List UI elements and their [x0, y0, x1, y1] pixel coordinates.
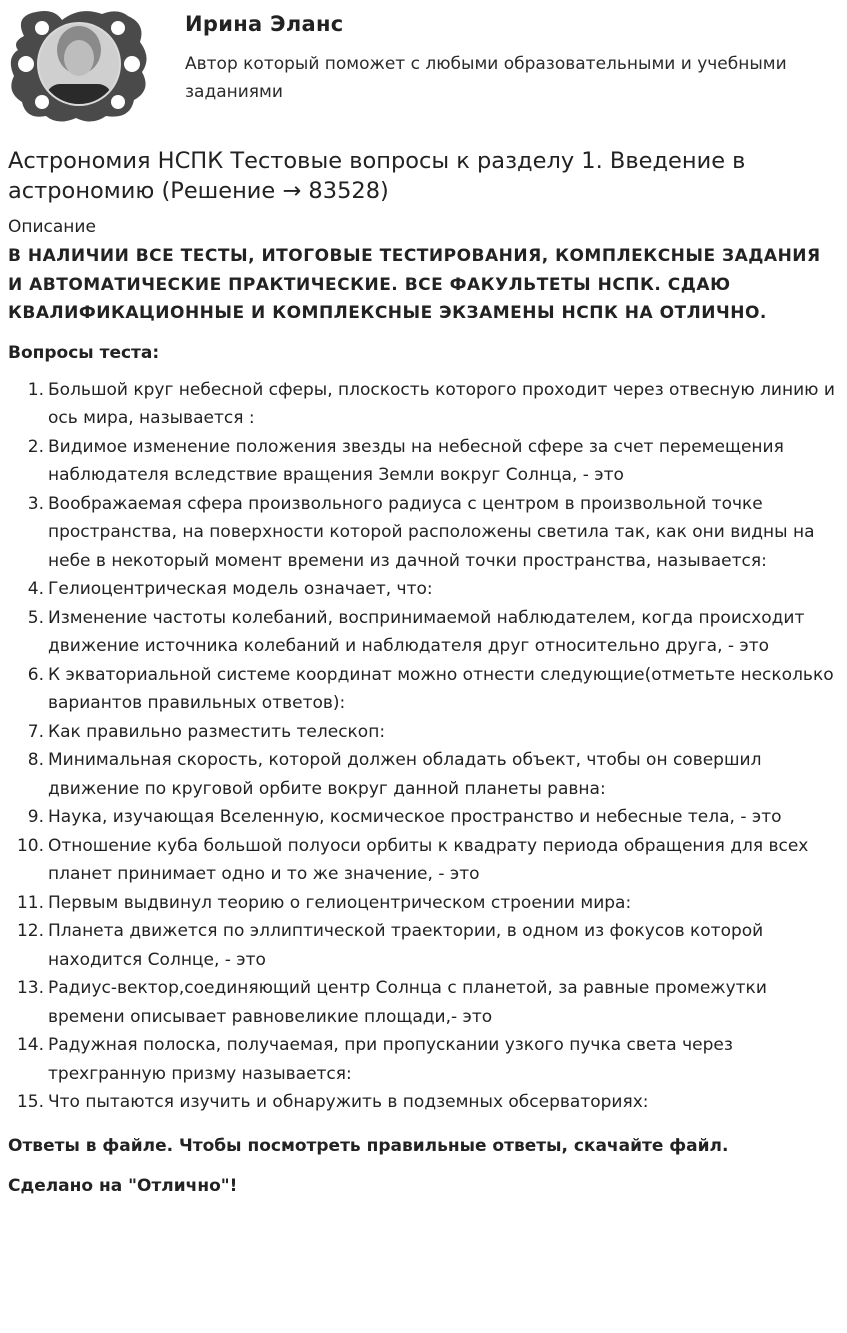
question-item [8, 376, 840, 433]
question-number: 8. [27, 750, 44, 770]
question-item [8, 433, 840, 490]
question-number: 1. [27, 379, 44, 400]
question-item [8, 604, 840, 661]
question-item [8, 974, 840, 1031]
question-number: 6. [27, 664, 44, 685]
question-text: Что пытаются изучить и обнаружить в подземных обсерваториях: [48, 1092, 649, 1112]
question-item [8, 889, 840, 918]
question-text: Минимальная скорость, которой должен обладать объект, чтобы он совершил движение по круговой орбите вокруг данной планеты равна: [48, 750, 762, 799]
question-text: Гелиоцентрическая модель означает, что: [48, 579, 433, 599]
question-number: 14. [16, 1035, 44, 1055]
question-text: К экваториальной системе координат можно отнести следующие(отметьте несколько вариантов правильных ответов): [48, 664, 834, 713]
question-text: Радужная полоска, получаемая, при пропускании узкого пучка света через трехгранную призму называется: [48, 1035, 733, 1084]
question-text: Как правильно разместить телескоп: [48, 721, 386, 742]
question-item [8, 803, 840, 832]
question-number: 11. [16, 892, 44, 913]
question-number: 12. [16, 921, 44, 941]
question-number: 2. [27, 436, 44, 457]
question-item [8, 746, 840, 803]
question-item [8, 490, 840, 576]
author-name: Ирина Эланс [185, 12, 344, 36]
author-card [0, 0, 847, 130]
question-item [8, 1031, 840, 1088]
questions-heading: Вопросы теста: [8, 342, 160, 363]
question-number: 3. [27, 493, 44, 514]
question-number: 13. [16, 978, 44, 998]
question-item [8, 1088, 840, 1117]
document-title: Астрономия НСПК Тестовые вопросы к разделу 1. Введение в астрономию (Решение → 83528) [8, 148, 746, 204]
question-number: 7. [27, 721, 44, 742]
question-number: 10. [16, 835, 44, 856]
announcement-text: В НАЛИЧИИ ВСЕ ТЕСТЫ, ИТОГОВЫЕ ТЕСТИРОВАНИЯ, КОМПЛЕКСНЫЕ ЗАДАНИЯ И АВТОМАТИЧЕСКИЕ ПРАКТИЧЕСКИЕ. ВСЕ ФАКУЛЬТЕТЫ НСПК. СДАЮ КВАЛИФИКАЦИОННЫЕ И КОМПЛЕКСНЫЕ ЭКЗАМЕНЫ НСПК НА ОТЛИЧНО. [8, 246, 821, 323]
question-text: Воображаемая сфера произвольного радиуса с центром в произвольной точке пространства, на поверхности которой расположены светила так, как они видны на небе в некоторый момент времени из дачной точки пространства, называется: [48, 493, 815, 571]
question-text: Видимое изменение положения звезды на небесной сфере за счет перемещения наблюдателя вследствие вращения Земли вокруг Солнца, - это [48, 436, 784, 485]
question-item [8, 917, 840, 974]
done-note: Сделано на "Отлично"! [8, 1175, 238, 1196]
question-number: 5. [27, 607, 44, 628]
question-number: 15. [16, 1092, 44, 1112]
question-item [8, 575, 840, 604]
question-item [8, 832, 840, 889]
question-text: Первым выдвинул теорию о гелиоцентрическом строении мира: [48, 892, 632, 913]
author-avatar [6, 6, 152, 126]
question-text: Изменение частоты колебаний, воспринимаемой наблюдателем, когда происходит движение источника колебаний и наблюдателя друг относительно друга, - это [48, 607, 805, 656]
question-text: Отношение куба большой полуоси орбиты к квадрату периода обращения для всех планет принимает одно и то же значение, - это [48, 835, 809, 884]
question-text: Планета движется по эллиптической траектории, в одном из фокусов которой находится Солнце, - это [48, 921, 764, 970]
document-content [8, 146, 840, 1199]
question-item [8, 718, 840, 747]
questions-list [8, 376, 840, 1117]
question-text: Наука, изучающая Вселенную, космическое пространство и небесные тела, - это [48, 807, 782, 827]
question-item [8, 661, 840, 718]
question-number: 4. [27, 579, 44, 599]
description-label: Описание [8, 217, 96, 237]
question-text: Радиус-вектор,соединяющий центр Солнца с планетой, за равные промежутки времени описывает равновеликие площади,- это [48, 978, 767, 1027]
question-number: 9. [27, 807, 44, 827]
answers-note: Ответы в файле. Чтобы посмотреть правильные ответы, скачайте файл. [8, 1135, 729, 1156]
author-bio: Автор который поможет с любыми образовательными и учебными заданиями [185, 54, 787, 102]
question-text: Большой круг небесной сферы, плоскость которого проходит через отвесную линию и ось мира, называется : [48, 379, 835, 428]
